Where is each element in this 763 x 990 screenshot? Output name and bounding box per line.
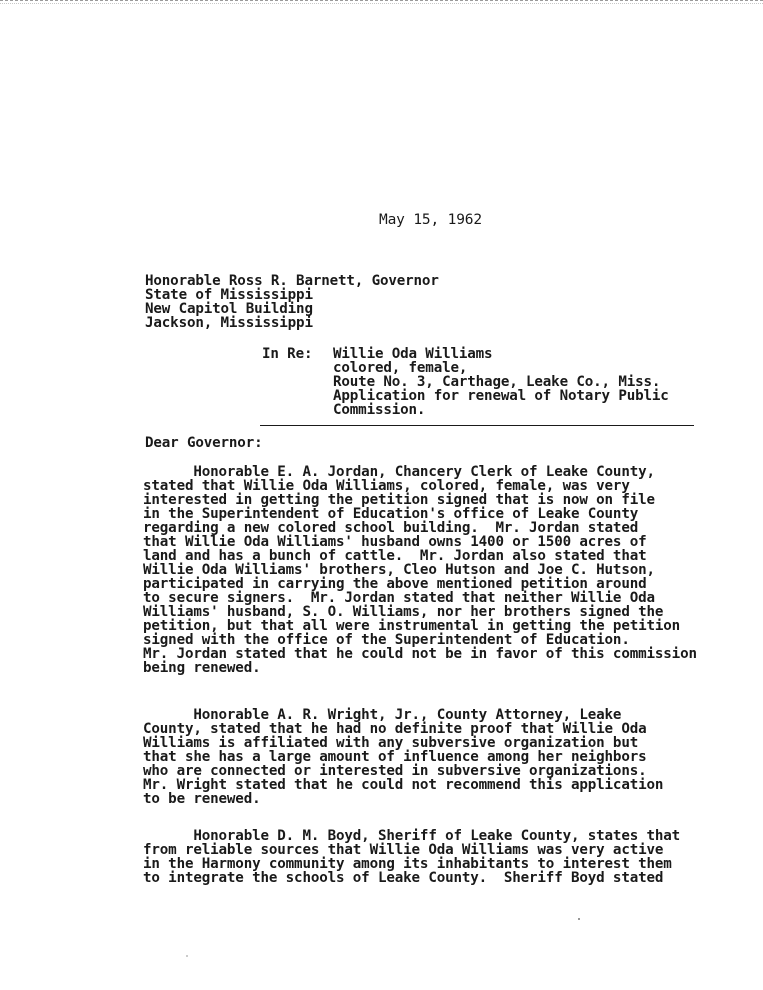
recipient-line: State of Mississippi (145, 287, 313, 303)
recipient-line: Jackson, Mississippi (145, 315, 313, 331)
re-line: Willie Oda Williams (333, 346, 493, 362)
recipient-line: Honorable Ross R. Barnett, Governor (145, 273, 439, 289)
body-line: that she has a large amount of influence among her neighbors (143, 749, 647, 765)
re-line: Route No. 3, Carthage, Leake Co., Miss. (333, 374, 661, 390)
body-line: signed with the office of the Superintendent of Education. (143, 632, 630, 648)
letter-date: May 15, 1962 (379, 212, 482, 228)
salutation: Dear Governor: (145, 435, 263, 451)
body-line: Honorable E. A. Jordan, Chancery Clerk of Leake County, (143, 464, 655, 480)
body-line: Mr. Jordan stated that he could not be in favor of this commission (143, 646, 697, 662)
re-line: Commission. (333, 402, 426, 418)
body-line: Williams is affiliated with any subversive organization but (143, 735, 639, 751)
body-line: stated that Willie Oda Williams, colored, female, was very (143, 478, 630, 494)
body-line: Honorable A. R. Wright, Jr., County Attorney, Leake (143, 707, 622, 723)
subject-underline (260, 425, 694, 426)
body-line: interested in getting the petition signed that is now on file (143, 492, 655, 508)
body-line: in the Harmony community among its inhabitants to interest them (143, 856, 672, 872)
page-top-edge (0, 0, 763, 4)
body-line: Willie Oda Williams' brothers, Cleo Hutson and Joe C. Hutson, (143, 562, 655, 578)
re-label: In Re: (262, 346, 313, 362)
body-line: that Willie Oda Williams' husband owns 1400 or 1500 acres of (143, 534, 647, 550)
body-line: to integrate the schools of Leake County. Sheriff Boyd stated (143, 870, 664, 886)
body-line: in the Superintendent of Education's office of Leake County (143, 506, 639, 522)
body-line: Williams' husband, S. O. Williams, nor her brothers signed the (143, 604, 664, 620)
recipient-line: New Capitol Building (145, 301, 313, 317)
body-line: regarding a new colored school building. Mr. Jordan stated (143, 520, 639, 536)
body-line: Mr. Wright stated that he could not recommend this application (143, 777, 664, 793)
body-line: being renewed. (143, 660, 261, 676)
body-line: County, stated that he had no definite proof that Willie Oda (143, 721, 647, 737)
paper-speck (578, 918, 580, 920)
body-line: to secure signers. Mr. Jordan stated that neither Willie Oda (143, 590, 655, 606)
body-line: land and has a bunch of cattle. Mr. Jordan also stated that (143, 548, 647, 564)
body-line: from reliable sources that Willie Oda Williams was very active (143, 842, 664, 858)
body-line: to be renewed. (143, 791, 261, 807)
body-line: petition, but that all were instrumental in getting the petition (143, 618, 681, 634)
re-line: colored, female, (333, 360, 468, 376)
body-line: Honorable D. M. Boyd, Sheriff of Leake County, states that (143, 828, 681, 844)
body-line: who are connected or interested in subversive organizations. (143, 763, 647, 779)
paper-speck (186, 955, 188, 957)
body-line: participated in carrying the above mentioned petition around (143, 576, 647, 592)
re-line: Application for renewal of Notary Public (333, 388, 669, 404)
